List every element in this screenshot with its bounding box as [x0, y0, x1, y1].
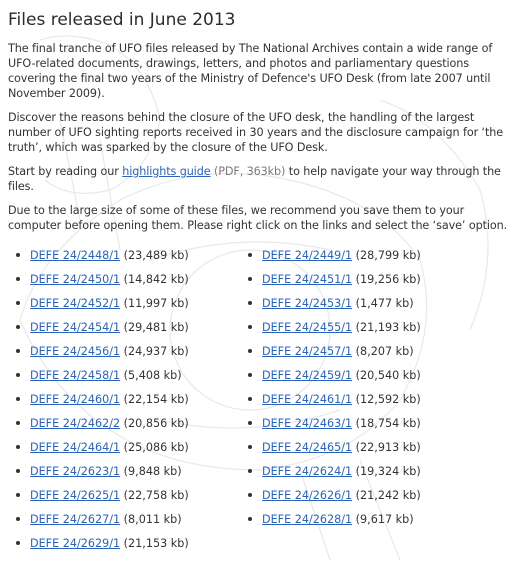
file-link[interactable]: DEFE 24/2449/1	[262, 249, 353, 262]
file-link[interactable]: DEFE 24/2464/1	[30, 441, 121, 454]
file-link[interactable]: DEFE 24/2448/1	[30, 249, 121, 262]
file-size: (11,997 kb)	[123, 297, 189, 310]
file-list-left	[16, 244, 189, 556]
file-size: (24,937 kb)	[123, 345, 189, 358]
file-link[interactable]: DEFE 24/2624/1	[262, 465, 353, 478]
file-link[interactable]: DEFE 24/2455/1	[262, 321, 353, 334]
list-item	[248, 292, 421, 316]
list-item	[16, 388, 189, 412]
file-size: (29,481 kb)	[123, 321, 189, 334]
file-link[interactable]: DEFE 24/2465/1	[262, 441, 353, 454]
file-size: (20,856 kb)	[123, 417, 189, 430]
bullet-icon	[16, 469, 20, 473]
file-size: (9,617 kb)	[355, 513, 414, 526]
file-size: (22,758 kb)	[123, 489, 189, 502]
file-size: (8,207 kb)	[355, 345, 414, 358]
file-size: (12,592 kb)	[355, 393, 421, 406]
file-link[interactable]: DEFE 24/2627/1	[30, 513, 121, 526]
bullet-icon	[16, 541, 20, 545]
bullet-icon	[248, 397, 252, 401]
bullet-icon	[16, 397, 20, 401]
discover-paragraph: Discover the reasons behind the closure of the UFO desk, the handling of the largest number of UFO sighting reports received in 30 years and the disclosure campaign for ‘the truth’, which was sparked by the closure of the UFO Desk.	[8, 111, 504, 154]
list-item	[16, 364, 189, 388]
file-size: (21,193 kb)	[355, 321, 421, 334]
file-link[interactable]: DEFE 24/2625/1	[30, 489, 121, 502]
highlights-guide-meta: (PDF, 363kb)	[213, 165, 286, 178]
file-link[interactable]: DEFE 24/2452/1	[30, 297, 121, 310]
bullet-icon	[16, 301, 20, 305]
list-item	[16, 340, 189, 364]
bullet-icon	[16, 421, 20, 425]
bullet-icon	[16, 325, 20, 329]
file-list-right	[248, 244, 421, 532]
list-item	[16, 316, 189, 340]
file-size: (14,842 kb)	[123, 273, 189, 286]
file-link[interactable]: DEFE 24/2450/1	[30, 273, 121, 286]
list-item	[248, 484, 421, 508]
file-size: (23,489 kb)	[123, 249, 189, 262]
bullet-icon	[248, 253, 252, 257]
bullet-icon	[248, 325, 252, 329]
file-link[interactable]: DEFE 24/2460/1	[30, 393, 121, 406]
file-link[interactable]: DEFE 24/2457/1	[262, 345, 353, 358]
file-size: (22,913 kb)	[355, 441, 421, 454]
list-item	[16, 244, 189, 268]
bullet-icon	[16, 517, 20, 521]
file-link[interactable]: DEFE 24/2628/1	[262, 513, 353, 526]
file-link[interactable]: DEFE 24/2459/1	[262, 369, 353, 382]
file-size: (21,153 kb)	[123, 537, 189, 550]
file-link[interactable]: DEFE 24/2451/1	[262, 273, 353, 286]
start-paragraph	[8, 164, 508, 194]
file-size: (9,848 kb)	[123, 465, 182, 478]
main-content	[0, 0, 516, 233]
list-item	[16, 460, 189, 484]
intro-paragraph: The final tranche of UFO files released by The National Archives contain a wide range of UFO-related documents, drawings, letters, and photos and parliamentary questions covering the final two years of the Ministry of Defence's UFO Desk (from late 2007 until November 2009).	[8, 42, 493, 100]
bullet-icon	[248, 493, 252, 497]
bullet-icon	[16, 493, 20, 497]
bullet-icon	[16, 277, 20, 281]
file-link[interactable]: DEFE 24/2629/1	[30, 537, 121, 550]
bullet-icon	[248, 301, 252, 305]
file-size: (18,754 kb)	[355, 417, 421, 430]
bullet-icon	[248, 445, 252, 449]
list-item	[16, 268, 189, 292]
bullet-icon	[16, 445, 20, 449]
list-item	[16, 292, 189, 316]
file-size: (28,799 kb)	[355, 249, 421, 262]
file-link[interactable]: DEFE 24/2461/1	[262, 393, 353, 406]
file-link[interactable]: DEFE 24/2626/1	[262, 489, 353, 502]
file-link[interactable]: DEFE 24/2456/1	[30, 345, 121, 358]
highlights-guide-link[interactable]: highlights guide	[122, 165, 211, 178]
list-item	[248, 364, 421, 388]
start-text-after: to help navigate your way through the files.	[8, 165, 501, 193]
file-link[interactable]: DEFE 24/2623/1	[30, 465, 121, 478]
bullet-icon	[248, 349, 252, 353]
list-item	[248, 508, 421, 532]
page-title: Files released in June 2013	[8, 10, 236, 30]
list-item	[16, 484, 189, 508]
file-link[interactable]: DEFE 24/2462/2	[30, 417, 121, 430]
file-link[interactable]: DEFE 24/2453/1	[262, 297, 353, 310]
bullet-icon	[248, 421, 252, 425]
file-link[interactable]: DEFE 24/2463/1	[262, 417, 353, 430]
file-link[interactable]: DEFE 24/2458/1	[30, 369, 121, 382]
bullet-icon	[16, 349, 20, 353]
bullet-icon	[248, 373, 252, 377]
list-item	[248, 460, 421, 484]
file-size: (5,408 kb)	[123, 369, 182, 382]
bullet-icon	[248, 517, 252, 521]
bullet-icon	[248, 277, 252, 281]
file-size: (19,256 kb)	[355, 273, 421, 286]
file-size: (8,011 kb)	[123, 513, 182, 526]
list-item	[248, 388, 421, 412]
file-size: (25,086 kb)	[123, 441, 189, 454]
file-size: (21,242 kb)	[355, 489, 421, 502]
bullet-icon	[248, 469, 252, 473]
bullet-icon	[16, 253, 20, 257]
list-item	[248, 340, 421, 364]
list-item	[248, 436, 421, 460]
start-text-before: Start by reading our	[8, 165, 123, 178]
file-size: (1,477 kb)	[355, 297, 414, 310]
file-size: (20,540 kb)	[355, 369, 421, 382]
list-item	[16, 436, 189, 460]
size-note-paragraph: Due to the large size of some of these files, we recommend you save them to your computer before opening them. Please right click on the links and select the ‘save’ option.	[8, 204, 508, 232]
list-item	[248, 268, 421, 292]
list-item	[16, 508, 189, 532]
file-size: (19,324 kb)	[355, 465, 421, 478]
bullet-icon	[16, 373, 20, 377]
list-item	[248, 244, 421, 268]
list-item	[248, 316, 421, 340]
file-link[interactable]: DEFE 24/2454/1	[30, 321, 121, 334]
list-item	[248, 412, 421, 436]
list-item	[16, 412, 189, 436]
list-item	[16, 532, 189, 556]
file-size: (22,154 kb)	[123, 393, 189, 406]
